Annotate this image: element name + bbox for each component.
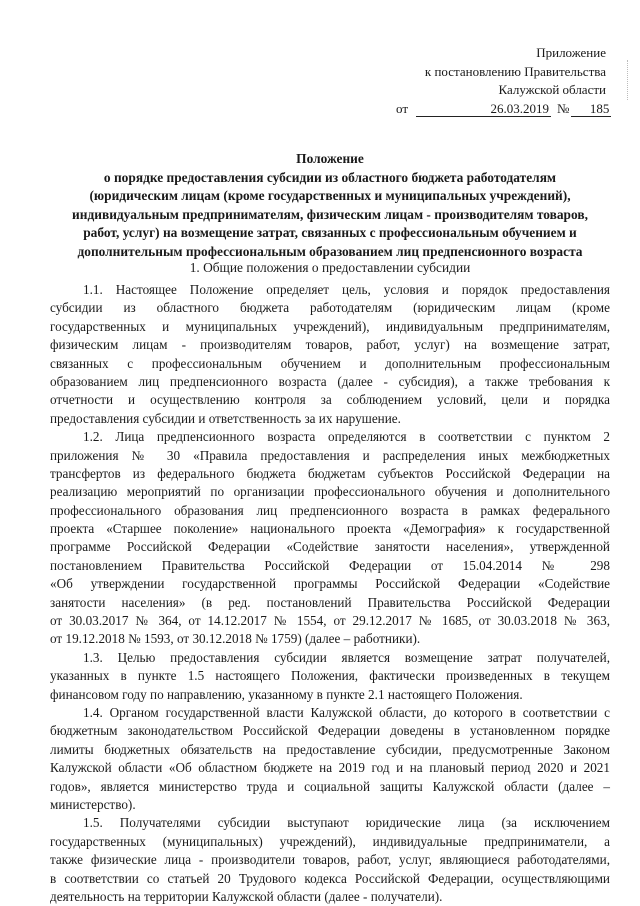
body-line: отчетности и осуществлению контроля за соблюдением условий, цели и порядка: [50, 392, 610, 408]
body-line: деятельность на территории Калужской области (далее - получатели).: [50, 888, 443, 904]
document-body: [50, 281, 610, 906]
body-line: «Об утверждении государственной программы Российской Федерации «Содействие: [50, 576, 610, 592]
appendix-line: Приложение: [536, 45, 606, 60]
title-line: дополнительным профессиональным образованием лиц предпенсионного возраста: [77, 243, 583, 259]
body-line: 1.5. Получателями субсидии выступают юридические лица (за исключением: [83, 815, 610, 831]
appendix-header: [396, 44, 606, 100]
body-line: 1.3. Целью предоставления субсидии является возмещение затрат получателей,: [83, 649, 610, 665]
body-line: предоставления субсидии и ответственность за их нарушение.: [50, 410, 401, 426]
body-line: физическим лицам - производителям товаров, работ, услуг) на возмещение затрат,: [50, 337, 610, 353]
body-line: 1.1. Настоящее Положение определяет цель, условия и порядок предоставления: [83, 282, 610, 297]
title-line: работ, услуг) на возмещение затрат, связанных с профессиональным обучением и: [83, 225, 577, 240]
body-line: также физические лица - производители товаров, работ, услуг, являющиеся работодателями,: [50, 852, 610, 868]
document-title: [50, 150, 610, 261]
body-line: трансфертов из федерального бюджета бюджетам субъектов Российской Федерации на: [50, 465, 610, 481]
body-line: Калужской области «Об областном бюджете на 2019 год и на плановый период 2020 и 2021: [50, 760, 610, 776]
body-line: 1.2. Лица предпенсионного возраста определяются в соответствии с пунктом 2: [83, 429, 610, 445]
body-line: занятости населения» (в ред. постановлений Правительства Российской Федерации: [50, 594, 610, 610]
scan-artifact: [627, 60, 636, 100]
body-line: министерство).: [50, 796, 136, 812]
resolution-number: 185: [571, 101, 611, 117]
body-line: лимиты бюджетных обязательств на предоставление субсидии, предусмотренные Законом: [50, 741, 610, 757]
body-line: программе Российской Федерации «Содействие занятости населения», утвержденной: [50, 539, 610, 555]
body-line: связанных с профессиональным обучением и дополнительным профессиональным: [50, 355, 610, 371]
date-number-line: [396, 101, 611, 117]
appendix-line: Калужской области: [498, 82, 606, 97]
body-line: 1.4. Органом государственной власти Калужской области, до которого в соответствии с: [83, 704, 610, 720]
body-line: реализацию мероприятий по организации профессионального обучения и дополнительного: [50, 484, 610, 500]
body-line: образованием лиц предпенсионного возраста (далее - субсидия), а также требования к: [50, 373, 610, 389]
date-prefix: от: [396, 101, 409, 116]
body-line: финансовом году по направлению, указанному в пункте 2.1 настоящего Положения.: [50, 686, 523, 702]
title-line: индивидуальным предпринимателям, физическим лицам - производителям товаров,: [72, 206, 588, 222]
title-line: Положение: [296, 151, 364, 166]
body-line: указанных в пункте 1.5 настоящего Положения, фактически произведенных в текущем: [50, 668, 610, 684]
body-line: проекта «Старшее поколение» национального проекта «Демография» к государственной: [50, 521, 610, 537]
body-line: субсидии из областного бюджета работодателям (юридическим лицам (кроме: [50, 300, 610, 316]
title-line: (юридическим лицам (кроме государственных и муниципальных учреждений),: [89, 188, 571, 203]
body-line: от 19.12.2018 № 1593, от 30.12.2018 № 1759) (далее – работники).: [50, 631, 421, 647]
body-line: от 30.03.2017 № 364, от 14.12.2017 № 1554, от 29.12.2017 № 1685, от 30.03.2018 № 363,: [50, 613, 610, 629]
body-line: государственных и муниципальных учреждений), индивидуальным предпринимателям,: [50, 318, 610, 334]
number-sign: №: [557, 101, 570, 116]
title-line: о порядке предоставления субсидии из областного бюджета работодателям: [103, 169, 557, 185]
body-line: годов», является министерство труда и социальной защиты Калужской области (далее –: [50, 778, 610, 794]
body-line: профессионального образования лиц предпенсионного возраста в рамках федерального: [50, 502, 610, 518]
body-line: государственных (муниципальных) учреждений), индивидуальные предприниматели, а: [50, 833, 610, 849]
resolution-date: 26.03.2019: [416, 101, 551, 117]
body-line: приложения № 30 «Правила предоставления и распределения иных межбюджетных: [50, 447, 610, 463]
body-line: постановлением Правительства Российской Федерации от 15.04.2014 № 298: [50, 557, 610, 573]
section-heading: 1. Общие положения о предоставлении субсидии: [189, 260, 471, 275]
body-line: в соответствии со статьей 20 Трудового кодекса Российской Федерации, осуществляющими: [50, 870, 610, 886]
body-line: бюджетным законодательством Российской Федерации доведены в установленном порядке: [50, 723, 610, 739]
appendix-line: к постановлению Правительства: [424, 63, 606, 79]
